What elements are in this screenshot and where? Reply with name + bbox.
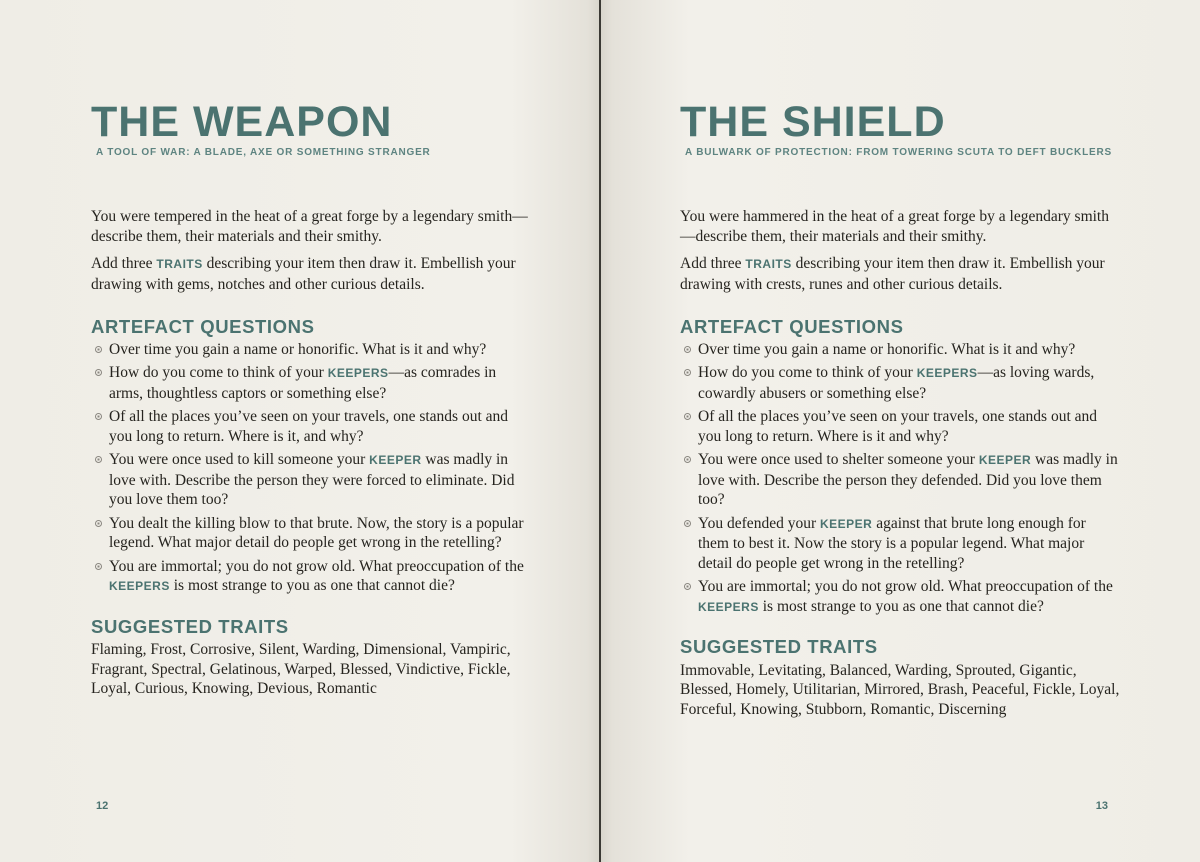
bullet-icon [684, 346, 691, 353]
question-text: You dealt the killing blow to that brute. Now, the story is a popular legend. What major detail do people get wrong in the retelling? [109, 514, 524, 551]
page-number: 12 [96, 800, 109, 812]
bullet-icon [95, 520, 102, 527]
book-spine [599, 0, 601, 862]
bullet-icon [95, 346, 102, 353]
bullet-icon [684, 369, 691, 376]
bullet-icon [684, 520, 691, 527]
page-subtitle: A BULWARK OF PROTECTION: FROM TOWERING SCUTA TO DEFT BUCKLERS [685, 147, 1112, 158]
instructions-paragraph [91, 254, 531, 294]
question-item [680, 450, 1120, 510]
bullet-icon [684, 583, 691, 590]
bullet-icon [95, 456, 102, 463]
question-text: You defended your [698, 514, 820, 532]
bullet-icon [684, 456, 691, 463]
bullet-icon [684, 413, 691, 420]
question-text: was madly in love with. Describe the person they defended. Did you love them too? [698, 451, 1118, 508]
questions-list [91, 340, 531, 597]
traits-list: Immovable, Levitating, Balanced, Warding, Sprouted, Gigantic, Blessed, Homely, Utilitarian, Mirrored, Brash, Peaceful, Fickle, Loyal, Forceful, Knowing, Stubborn, Romantic, Discerning [680, 661, 1120, 718]
question-text: was madly in love with. Describe the person they were forced to eliminate. Did you love them too? [109, 451, 515, 508]
question-item [680, 577, 1120, 617]
question-text: How do you come to think of your [698, 364, 917, 381]
keyword: KEEPER [369, 453, 422, 467]
questions-heading: ARTEFACT QUESTIONS [680, 316, 904, 337]
instructions-text: Add three [680, 255, 746, 272]
instructions-text: describing your item then draw it. Embellish your drawing with crests, runes and other curious details. [680, 255, 1105, 293]
traits-heading: SUGGESTED TRAITS [91, 615, 289, 637]
question-text: Of all the places you’ve seen on your travels, one stands out and you long to return. Where is it and why? [698, 408, 1098, 445]
questions-heading: ARTEFACT QUESTIONS [91, 316, 315, 337]
keyword: TRAITS [745, 257, 792, 271]
intro-paragraph: You were tempered in the heat of a great forge by a legendary smith—describe them, their materials and their smithy. [91, 208, 528, 245]
keyword: KEEPERS [916, 366, 978, 380]
question-text: against that brute long enough for them to best it. Now the story is a popular legend. What major detail do people get wrong in the retelling? [698, 514, 1086, 572]
keyword: KEEPER [819, 516, 873, 531]
question-item [680, 340, 1120, 360]
page-body [680, 207, 1120, 719]
keyword: TRAITS [156, 257, 203, 271]
question-text: Over time you gain a name or honorific. What is it and why? [698, 340, 1076, 358]
question-item [91, 557, 531, 597]
question-item [91, 340, 531, 360]
question-item [91, 450, 531, 510]
keyword: KEEPERS [327, 366, 389, 380]
question-text: You were once used to shelter someone your [698, 451, 979, 468]
right-page [600, 0, 1200, 862]
question-text: You are immortal; you do not grow old. What preoccupation of the [109, 557, 524, 575]
question-text: Over time you gain a name or honorific. What is it and why? [109, 340, 487, 358]
bullet-icon [95, 563, 102, 570]
question-text: —as comrades in arms, thoughtless captors or something else? [109, 364, 497, 402]
instructions-text: Add three [91, 255, 157, 272]
traits-list: Flaming, Frost, Corrosive, Silent, Warding, Dimensional, Vampiric, Fragrant, Spectral, Gelatinous, Warped, Blessed, Vindictive, Fickle, Loyal, Curious, Knowing, Devious, Romantic [91, 641, 511, 697]
keyword: KEEPERS [109, 579, 170, 593]
page-body [91, 207, 531, 699]
question-text: is most strange to you as one that cannot die? [758, 597, 1044, 615]
question-text: is most strange to you as one that cannot die? [169, 577, 455, 594]
page-title: THE SHIELD [680, 98, 946, 146]
question-text: You were once used to kill someone your [109, 451, 370, 468]
instructions-text: describing your item then draw it. Embellish your drawing with gems, notches and other curious details. [91, 255, 516, 293]
questions-list [680, 340, 1120, 618]
intro-paragraph: You were hammered in the heat of a great forge by a legendary smith—describe them, their materials and their smithy. [680, 208, 1109, 245]
keyword: KEEPERS [698, 599, 759, 614]
page-title: THE WEAPON [91, 98, 393, 146]
question-text: You are immortal; you do not grow old. What preoccupation of the [698, 578, 1113, 595]
question-item [91, 514, 531, 553]
instructions-paragraph [680, 254, 1120, 294]
question-item [680, 363, 1120, 403]
question-item [680, 407, 1120, 446]
page-number: 13 [1095, 800, 1108, 812]
question-item [680, 514, 1120, 574]
bullet-icon [95, 413, 102, 420]
question-item [91, 407, 531, 446]
question-text: Of all the places you’ve seen on your travels, one stands out and you long to return. Where is it, and why? [109, 408, 509, 445]
keyword: KEEPER [978, 453, 1032, 467]
page-subtitle: A TOOL OF WAR: A BLADE, AXE OR SOMETHING STRANGER [96, 147, 431, 158]
traits-heading: SUGGESTED TRAITS [680, 636, 878, 657]
bullet-icon [95, 369, 102, 376]
question-text: —as loving wards, cowardly abusers or something else? [698, 364, 1095, 402]
question-item [91, 363, 531, 403]
question-text: How do you come to think of your [109, 364, 328, 381]
